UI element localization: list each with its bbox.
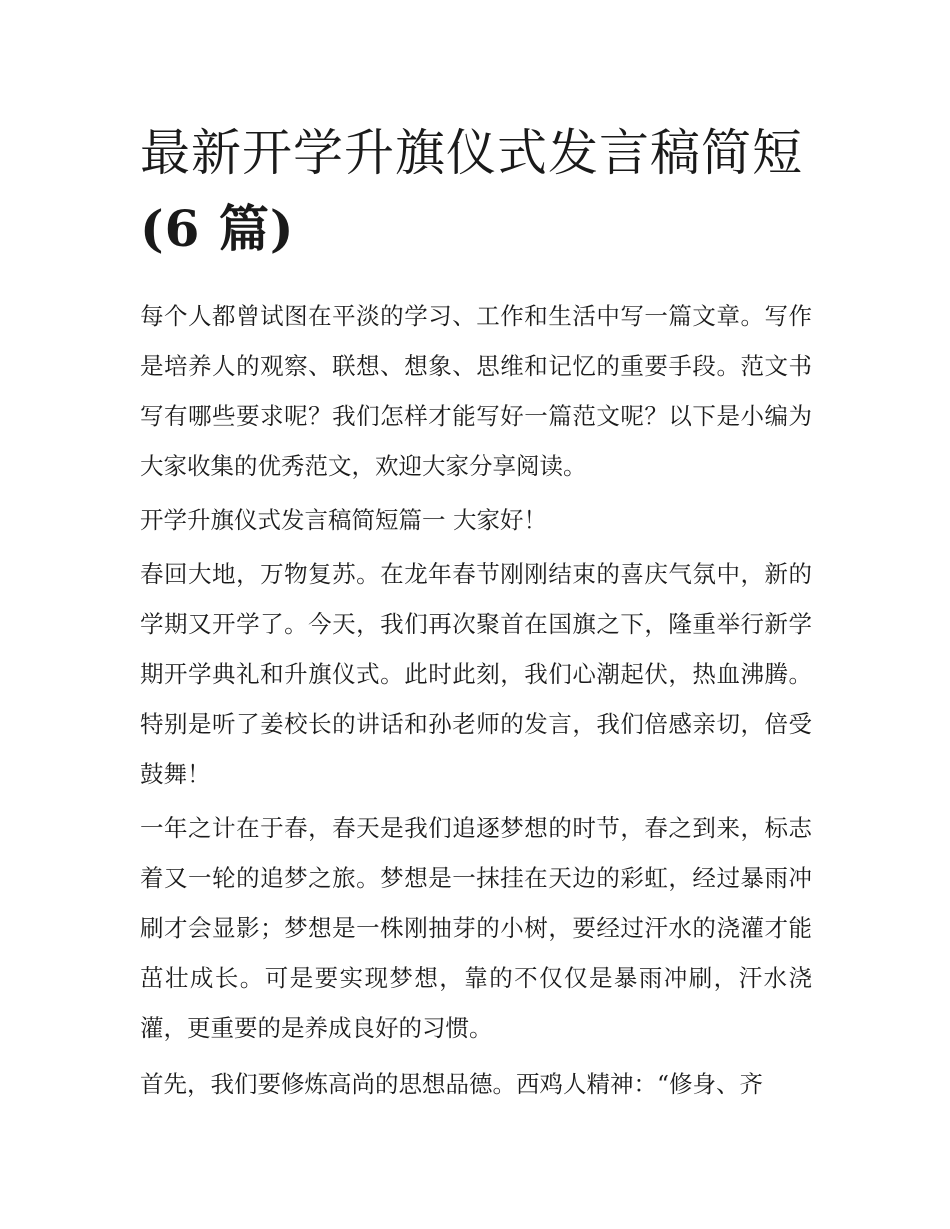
intro-paragraph: 每个人都曾试图在平淡的学习、工作和生活中写一篇文章。写作是培养人的观察、联想、想象、思维和记忆的重要手段。范文书写有哪些要求呢？我们怎样才能写好一篇范文呢？以下是小编为大家收集的优秀范文，欢迎大家分享阅读。	[140, 302, 812, 480]
title-line-2: (6 篇)	[140, 199, 295, 258]
document-title	[140, 115, 812, 267]
body-paragraph: 春回大地，万物复苏。在龙年春节刚刚结束的喜庆气氛中，新的学期又开学了。今天，我们再次聚首在国旗之下，隆重举行新学期开学典礼和升旗仪式。此时此刻，我们心潮起伏，热血沸腾。特别是听了姜校长的讲话和孙老师的发言，我们倍感亲切，倍受鼓舞！	[140, 560, 812, 788]
title-line-1: 最新开学升旗仪式发言稿简短	[140, 124, 803, 182]
body-paragraph: 一年之计在于春，春天是我们追逐梦想的时节，春之到来，标志着又一轮的追梦之旅。梦想是一抹挂在天边的彩虹，经过暴雨冲刷才会显影；梦想是一株刚抽芽的小树，要经过汗水的浇灌才能茁壮成长。可是要实现梦想，靠的不仅仅是暴雨冲刷，汗水浇灌，更重要的是养成良好的习惯。	[140, 814, 812, 1042]
body-paragraph: 首先，我们要修炼高尚的思想品德。西鸡人精神：“修身、齐	[140, 1070, 764, 1098]
section-heading-paragraph: 开学升旗仪式发言稿简短篇一 大家好！	[140, 506, 547, 534]
document-page	[140, 115, 812, 1113]
